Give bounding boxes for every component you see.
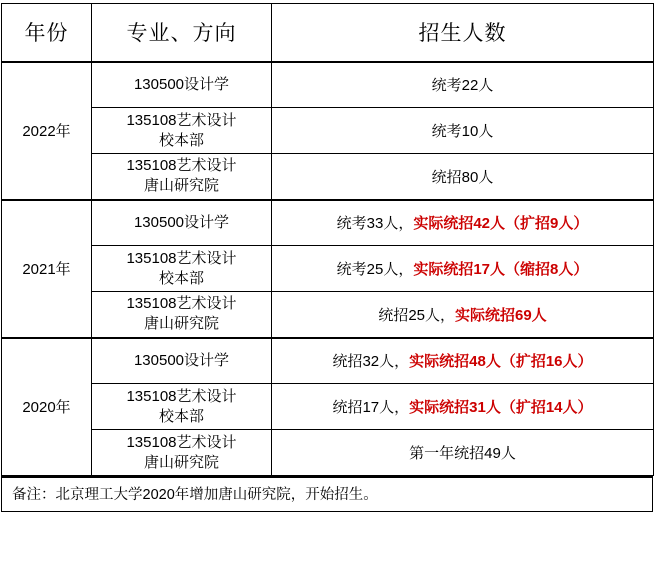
count-plain: 统招17人， bbox=[332, 399, 410, 416]
table-row bbox=[2, 430, 654, 476]
count-plain: 统考25人， bbox=[336, 261, 414, 278]
table-row bbox=[2, 200, 654, 246]
major-line2: 唐山研究院 bbox=[143, 315, 219, 333]
count-cell bbox=[272, 430, 654, 476]
major-line2: 校本部 bbox=[158, 407, 204, 425]
major-line2: 校本部 bbox=[158, 131, 204, 149]
major-line1: 135108艺术设计 bbox=[126, 387, 237, 405]
major-cell bbox=[92, 108, 272, 154]
count-cell bbox=[272, 292, 654, 338]
major-cell bbox=[92, 62, 272, 108]
count-highlight: 实际统招69人 bbox=[455, 306, 547, 324]
table-row bbox=[2, 384, 654, 430]
major-cell bbox=[92, 430, 272, 476]
column-header-year: 年份 bbox=[2, 4, 92, 62]
count-cell bbox=[272, 154, 654, 200]
major-cell bbox=[92, 384, 272, 430]
count-cell bbox=[272, 200, 654, 246]
major-line1: 135108艺术设计 bbox=[126, 433, 237, 451]
count-plain: 统招32人， bbox=[332, 353, 410, 371]
count-cell bbox=[272, 108, 654, 154]
column-header-major: 专业、方向 bbox=[92, 4, 272, 62]
table-header-row bbox=[2, 4, 654, 62]
count-cell bbox=[272, 246, 654, 292]
count-highlight: 实际统招42人（扩招9人） bbox=[413, 215, 589, 233]
major-line2: 校本部 bbox=[158, 269, 204, 287]
major-line1: 130500设计学 bbox=[133, 75, 230, 93]
major-line2: 唐山研究院 bbox=[143, 453, 219, 471]
count-cell bbox=[272, 338, 654, 384]
count-plain: 统考22人 bbox=[431, 77, 494, 95]
major-cell bbox=[92, 200, 272, 246]
count-plain: 统考33人， bbox=[336, 215, 414, 233]
major-line1: 130500设计学 bbox=[133, 213, 230, 231]
table-row bbox=[2, 154, 654, 200]
count-highlight: 实际统招31人（扩招14人） bbox=[409, 399, 593, 416]
table-row bbox=[2, 246, 654, 292]
count-plain: 统招80人 bbox=[431, 168, 494, 186]
count-plain: 统招25人， bbox=[378, 306, 455, 324]
table-row bbox=[2, 338, 654, 384]
major-line1: 135108艺术设计 bbox=[126, 249, 237, 267]
major-line2: 唐山研究院 bbox=[143, 177, 219, 195]
year-cell-2021: 2021年 bbox=[2, 200, 92, 338]
major-line1: 135108艺术设计 bbox=[126, 295, 237, 313]
major-line1: 135108艺术设计 bbox=[126, 111, 237, 129]
table-row bbox=[2, 62, 654, 108]
count-plain: 第一年统招49人 bbox=[409, 445, 516, 462]
table-row bbox=[2, 108, 654, 154]
major-cell bbox=[92, 246, 272, 292]
admissions-table-sheet bbox=[0, 3, 654, 584]
admissions-table bbox=[1, 3, 654, 476]
count-plain: 统考10人 bbox=[431, 123, 494, 140]
count-cell bbox=[272, 384, 654, 430]
major-line1: 130500设计学 bbox=[133, 351, 230, 369]
major-cell bbox=[92, 338, 272, 384]
table-row bbox=[2, 292, 654, 338]
count-cell bbox=[272, 62, 654, 108]
major-cell bbox=[92, 154, 272, 200]
year-cell-2022: 2022年 bbox=[2, 62, 92, 200]
table-footnote: 备注：北京理工大学2020年增加唐山研究院，开始招生。 bbox=[1, 476, 653, 512]
major-line1: 135108艺术设计 bbox=[126, 157, 237, 175]
major-cell bbox=[92, 292, 272, 338]
column-header-count: 招生人数 bbox=[272, 4, 654, 62]
count-highlight: 实际统招17人（缩招8人） bbox=[413, 261, 589, 278]
year-cell-2020: 2020年 bbox=[2, 338, 92, 476]
count-highlight: 实际统招48人（扩招16人） bbox=[409, 353, 593, 371]
